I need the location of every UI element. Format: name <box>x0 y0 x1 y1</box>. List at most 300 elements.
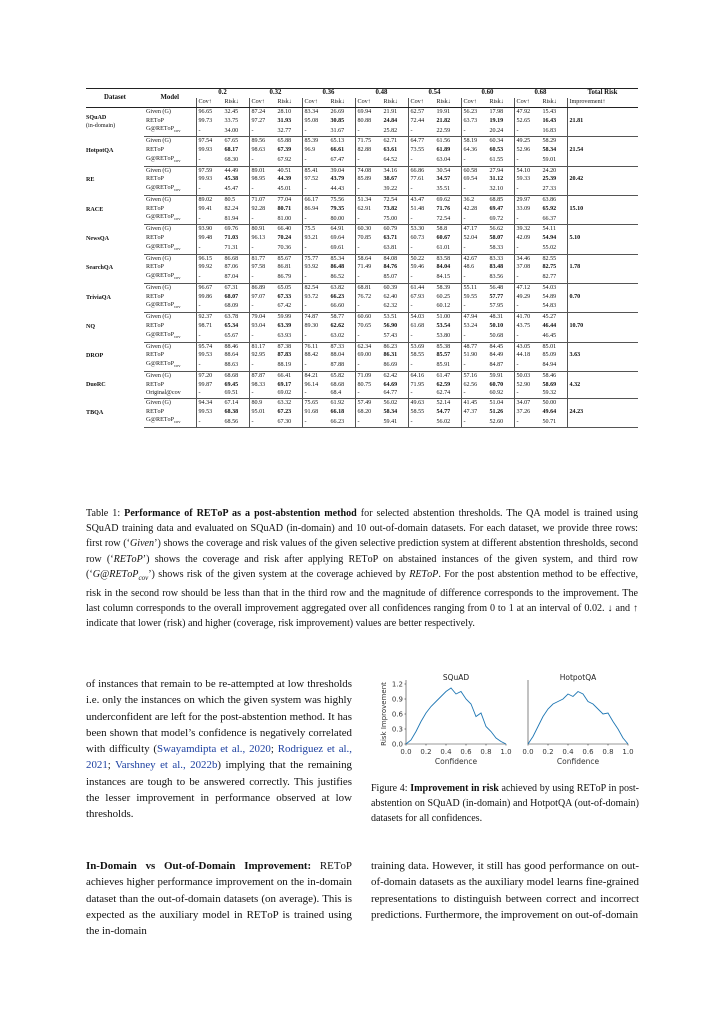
y-tick-label: 0.6 <box>391 710 403 719</box>
table-cell: - <box>196 125 223 136</box>
table-cell: 97.59 <box>196 166 223 175</box>
model-name: G@RETоP$_{cov}$ <box>144 360 196 371</box>
table-cell: 33.09 <box>514 205 541 214</box>
table-cell: 29.97 <box>514 195 541 204</box>
table-cell: 59.55 <box>461 293 488 302</box>
col-header-cov: Cov↑ <box>461 98 488 108</box>
y-tick-label: 0.0 <box>391 740 403 749</box>
caption-retop: RETоP <box>113 553 143 565</box>
table-cell: 49.64 <box>542 408 557 415</box>
table-cell: 84.21 <box>302 371 329 380</box>
table-cell: 76.72 <box>355 293 382 302</box>
table-cell: 85.39 <box>302 137 329 146</box>
table-cell: 64.91 <box>330 226 345 233</box>
y-tick-label: 0.9 <box>391 695 403 704</box>
table-row <box>86 342 638 351</box>
table-cell: 52.04 <box>461 234 488 243</box>
table-cell: 86.23 <box>383 343 398 350</box>
table-cell: 63.81 <box>382 243 409 254</box>
table-cell: 51.00 <box>436 314 451 321</box>
table-row <box>86 184 638 195</box>
table-row <box>86 351 638 360</box>
table-cell: 52.96 <box>514 146 541 155</box>
col-header-total-risk: Total Risk <box>567 89 638 99</box>
dataset-name: HotpotQA <box>86 148 114 155</box>
table-cell: 30.85 <box>330 117 345 124</box>
table-cell: - <box>408 184 435 195</box>
table-cell: 98.33 <box>249 381 276 390</box>
table-cell: - <box>408 389 435 398</box>
table-cell: 55.02 <box>541 243 568 254</box>
table-cell: 82.77 <box>541 272 568 283</box>
table-cell: 76.11 <box>302 342 329 351</box>
table-cell: 96.13 <box>249 234 276 243</box>
table-cell: 43.47 <box>408 195 435 204</box>
table-cell: 69.17 <box>277 381 292 388</box>
table-cell: 32.10 <box>488 184 515 195</box>
citation-swayamdipta[interactable]: Swayamdipta et al., 2020 <box>157 743 271 756</box>
table-cell: 32.45 <box>224 109 239 115</box>
table-cell: 87.88 <box>329 360 356 371</box>
table-cell: 42.09 <box>514 234 541 243</box>
table-cell: 43.75 <box>514 322 541 331</box>
table-cell: 44.43 <box>329 184 356 195</box>
table-cell: 60.53 <box>489 147 504 154</box>
table-cell: 44.39 <box>277 176 292 183</box>
table-cell: 63.93 <box>276 331 303 342</box>
y-tick-label: 1.2 <box>391 680 403 689</box>
table-cell: 22.59 <box>435 125 462 136</box>
model-name: RETоP <box>146 264 164 271</box>
total-risk-cell <box>567 301 638 312</box>
table-cell: 31.93 <box>277 117 292 124</box>
col-header-risk: Risk↓ <box>541 98 568 108</box>
x-tick-label: 0.2 <box>542 748 554 756</box>
table-cell: 54.77 <box>436 408 451 415</box>
table-cell: 99.53 <box>196 351 223 360</box>
model-name: G@RETоP$_{cov}$ <box>144 416 196 427</box>
table-cell: 45.47 <box>223 184 250 195</box>
table-cell: 93.72 <box>302 293 329 302</box>
table-cell: 97.52 <box>302 175 329 184</box>
table-cell: 95.08 <box>302 117 329 126</box>
model-name: G@RETоP$_{cov}$ <box>144 331 196 342</box>
x-axis-label: Confidence <box>556 757 600 766</box>
table-row <box>86 175 638 184</box>
col-header-cov: Cov↑ <box>355 98 382 108</box>
total-risk-cell <box>567 371 638 380</box>
x-tick-label: 0.6 <box>582 748 594 756</box>
table-cell: - <box>514 125 541 136</box>
panel-title: HotpotQA <box>559 673 597 682</box>
series-line <box>406 688 506 744</box>
table-cell: 48.77 <box>461 342 488 351</box>
table-cell: 63.32 <box>277 400 292 407</box>
table-cell: 86.94 <box>302 205 329 214</box>
table-caption <box>86 506 638 632</box>
table-cell: 69.54 <box>461 175 488 184</box>
table-cell: 58.55 <box>408 408 435 417</box>
table-row <box>86 416 638 427</box>
table-cell: - <box>196 416 223 427</box>
table-cell: - <box>302 360 329 371</box>
table-cell: - <box>461 155 488 166</box>
table-cell: 49.25 <box>514 137 541 146</box>
total-risk-cell <box>567 195 638 204</box>
model-name: Given (G) <box>146 255 171 262</box>
model-name: RETоP <box>146 293 164 300</box>
table-cell: 61.89 <box>436 147 451 154</box>
table-cell: 32.77 <box>276 125 303 136</box>
table-cell: 68.20 <box>355 408 382 417</box>
x-tick-label: 0.8 <box>480 748 492 756</box>
table-cell: - <box>302 155 329 166</box>
table-cell: 69.62 <box>436 196 451 203</box>
figure-caption: Figure 4: Improvement in risk achieved by using RETоP in post-abstention on SQuAD (in-domain) and HotpotQA (out-of-domain) datasets for all confidences. <box>371 783 640 824</box>
table-cell: 70.36 <box>276 243 303 254</box>
table-row <box>86 137 638 146</box>
table-cell: 75.65 <box>302 399 329 408</box>
table-cell: 44.49 <box>224 167 239 174</box>
table-cell: 80.71 <box>277 205 292 212</box>
table-cell: 64.77 <box>408 137 435 146</box>
col-header-threshold: 0.60 <box>461 89 514 99</box>
total-risk-cell: 21.54 <box>567 146 638 155</box>
table-cell: 98.71 <box>196 322 223 331</box>
table-cell: 59.01 <box>541 155 568 166</box>
table-cell: 69.00 <box>355 351 382 360</box>
table-cell: - <box>196 184 223 195</box>
model-name: RETоP <box>146 176 164 183</box>
table-cell: - <box>408 243 435 254</box>
table-cell: 69.76 <box>224 226 239 233</box>
table-cell: 86.52 <box>329 272 356 283</box>
table-cell: 97.07 <box>249 293 276 302</box>
body-paragraph-left-1: of instances that remain to be re-attempted at low thresholds i.e. only the instances on which the given system was highly underconfident are left for the post-abstention method. It has been shown that model’s confidence is negatively correlated with difficulty (Swayamdipta et al., 2020; Rodriguez et al., 2021; Varshney et al., 2022b) implying that the remaining instances are tough to be answered correctly. This justifies the lesser improvement in performance observed at low thresholds. <box>86 678 352 821</box>
table-cell: 60.70 <box>489 381 504 388</box>
table-cell: - <box>461 184 488 195</box>
table-cell: - <box>461 360 488 371</box>
table-cell: 63.78 <box>224 314 239 321</box>
table-cell: - <box>249 213 276 224</box>
table-cell: 92.28 <box>249 205 276 214</box>
table-cell: 54.89 <box>542 293 557 300</box>
total-risk-cell <box>567 225 638 234</box>
model-name: RETоP <box>146 235 164 242</box>
table-row <box>86 146 638 155</box>
table-cell: 71.49 <box>355 263 382 272</box>
table-cell: - <box>514 213 541 224</box>
table-cell: 84.87 <box>488 360 515 371</box>
table-cell: 67.42 <box>276 301 303 312</box>
model-name: Given (G) <box>146 343 171 350</box>
table-cell: 81.94 <box>223 213 250 224</box>
table-cell: 87.38 <box>277 343 292 350</box>
total-risk-cell: 21.81 <box>567 117 638 126</box>
table-cell: 85.01 <box>542 343 557 350</box>
table-row <box>86 399 638 408</box>
results-table <box>86 88 638 428</box>
table-cell: 62.91 <box>355 205 382 214</box>
table-cell: 81.17 <box>249 342 276 351</box>
table-cell: 74.87 <box>302 313 329 322</box>
table-cell: 84.76 <box>383 264 398 271</box>
table-cell: - <box>514 155 541 166</box>
table-cell: 43.79 <box>330 176 345 183</box>
table-cell: 68.81 <box>355 283 382 292</box>
table-cell: - <box>514 389 541 398</box>
table-cell: 79.04 <box>249 313 276 322</box>
table-cell: 64.16 <box>408 371 435 380</box>
table-cell: 61.01 <box>435 243 462 254</box>
table-cell: 81.77 <box>249 254 276 263</box>
citation-rodriguez[interactable]: Rodriguez et al., 2021 <box>86 743 352 772</box>
table-cell: 37.08 <box>514 263 541 272</box>
table-cell: - <box>514 360 541 371</box>
table-cell: 15.43 <box>542 109 557 115</box>
table-cell: 50.10 <box>489 323 504 329</box>
table-cell: - <box>408 301 435 312</box>
table-cell: 60.73 <box>408 234 435 243</box>
table-cell: 65.67 <box>223 331 250 342</box>
table-cell: - <box>196 360 223 371</box>
table-cell: 84.15 <box>435 272 462 283</box>
model-name: Given (G) <box>146 226 171 233</box>
table-cell: 86.69 <box>382 360 409 371</box>
table-cell: 53.51 <box>383 314 398 321</box>
total-risk-cell <box>567 184 638 195</box>
table-row <box>86 195 638 204</box>
total-risk-cell <box>567 389 638 398</box>
table-cell: 53.80 <box>435 331 462 342</box>
table-cell: 65.34 <box>224 323 239 329</box>
table-cell: 50.22 <box>408 254 435 263</box>
table-cell: 68.85 <box>489 196 504 203</box>
table-cell: 99.86 <box>196 293 223 302</box>
model-name: Given (G) <box>146 314 171 321</box>
table-cell: - <box>514 184 541 195</box>
table-cell: 59.32 <box>541 389 568 398</box>
model-name: RETоP <box>146 117 164 124</box>
table-cell: 48.31 <box>489 314 504 321</box>
total-risk-cell <box>567 331 638 342</box>
table-cell: 69.02 <box>276 389 303 398</box>
x-tick-label: 0.2 <box>420 748 432 756</box>
dataset-name: RACE <box>86 206 104 213</box>
caption-label: Table 1: <box>86 508 121 519</box>
col-header-threshold: 0.32 <box>249 89 302 99</box>
table-cell: - <box>355 389 382 398</box>
table-cell: - <box>408 272 435 283</box>
table-cell: 33.75 <box>224 117 239 124</box>
total-risk-cell <box>567 254 638 263</box>
table-cell: 80.91 <box>249 225 276 234</box>
table-cell: 69.61 <box>329 243 356 254</box>
table-cell: - <box>196 331 223 342</box>
dataset-group <box>86 108 638 137</box>
col-header-cov: Cov↑ <box>196 98 223 108</box>
dataset-name: SearchQA <box>86 265 113 272</box>
col-header-risk: Risk↓ <box>488 98 515 108</box>
table-cell: 60.60 <box>355 313 382 322</box>
total-risk-cell <box>567 360 638 371</box>
table-cell: 42.67 <box>461 254 488 263</box>
table-cell: 45.27 <box>542 314 557 321</box>
table-cell: 54.10 <box>514 166 541 175</box>
table-cell: 60.79 <box>383 226 398 233</box>
table-cell: 58.39 <box>436 284 451 291</box>
col-header-threshold: 0.54 <box>408 89 461 99</box>
table-cell: - <box>408 155 435 166</box>
x-tick-label: 0.0 <box>522 748 534 756</box>
table-row <box>86 155 638 166</box>
model-name: RETоP <box>146 408 164 415</box>
total-risk-cell <box>567 313 638 322</box>
table-cell: 59.99 <box>277 314 292 321</box>
table-cell: 47.94 <box>461 313 488 322</box>
table-cell: - <box>514 331 541 342</box>
y-tick-label: 0.3 <box>391 725 403 734</box>
table-cell: - <box>249 272 276 283</box>
table-cell: 45.38 <box>224 176 239 183</box>
table-cell: 17.98 <box>489 109 504 115</box>
dataset-name: NQ <box>86 324 96 331</box>
table-cell: 44.18 <box>514 351 541 360</box>
section-heading-in-domain: In-Domain vs Out-of-Domain Improvement: <box>86 860 312 872</box>
table-cell: 57.77 <box>489 293 504 300</box>
table-cell: 97.54 <box>196 137 223 146</box>
table-row <box>86 331 638 342</box>
table-cell: 82.54 <box>302 283 329 292</box>
table-cell: 60.67 <box>436 235 451 242</box>
table-cell: 84.04 <box>436 264 451 271</box>
model-name: RETоP <box>146 352 164 359</box>
table-row <box>86 125 638 136</box>
table-cell: 71.09 <box>355 371 382 380</box>
table-cell: 47.37 <box>461 408 488 417</box>
total-risk-cell <box>567 166 638 175</box>
table-cell: 72.44 <box>408 117 435 126</box>
table-cell: 65.82 <box>330 372 345 379</box>
table-cell: - <box>196 243 223 254</box>
table-cell: 36.2 <box>461 195 488 204</box>
dataset-group <box>86 166 638 195</box>
model-name: Given (G) <box>146 167 171 174</box>
table-row <box>86 313 638 322</box>
table-cell: 80.88 <box>355 117 382 126</box>
dataset-group <box>86 195 638 224</box>
table-cell: 39.04 <box>330 167 345 174</box>
total-risk-cell <box>567 108 638 117</box>
table-cell: 88.64 <box>224 352 239 359</box>
table-cell: 95.74 <box>196 342 223 351</box>
table-cell: 51.26 <box>489 408 504 415</box>
table-cell: 67.65 <box>224 138 239 145</box>
table-cell: 99.93 <box>196 175 223 184</box>
table-cell: 85.89 <box>355 175 382 184</box>
table-cell: 91.68 <box>302 408 329 417</box>
table-cell: 73.82 <box>383 205 398 212</box>
table-cell: 85.07 <box>382 272 409 283</box>
table-cell: - <box>408 416 435 427</box>
table-cell: 71.95 <box>408 381 435 390</box>
col-header-cov: Cov↑ <box>408 98 435 108</box>
table-cell: 58.34 <box>542 147 557 154</box>
citation-varshney[interactable]: Varshney et al., 2022b <box>115 759 218 772</box>
table-cell: 46.44 <box>542 323 557 329</box>
table-cell: 25.39 <box>542 176 557 183</box>
x-tick-label: 1.0 <box>500 748 512 756</box>
table-cell: 58.07 <box>489 235 504 242</box>
table-cell: 75.00 <box>382 213 409 224</box>
table-cell: - <box>249 243 276 254</box>
table-cell: - <box>302 331 329 342</box>
table-cell: 67.39 <box>277 147 292 154</box>
caption-text-1: for selected abstention thresholds. The QA model is trained using SQuAD training data and evaluated on SQuAD (in-domain) and 10 out-of-domain datasets. For each dataset, we provide three rows: first row (‘ <box>86 508 639 550</box>
table-cell: 67.14 <box>224 400 239 407</box>
table-cell: - <box>355 272 382 283</box>
table-cell: 89.30 <box>302 322 329 331</box>
table-cell: 69.45 <box>224 381 239 388</box>
model-name: Given (G) <box>146 372 171 379</box>
table-cell: 80.00 <box>329 213 356 224</box>
table-cell: 72.54 <box>383 196 398 203</box>
table-cell: 75.56 <box>330 196 345 203</box>
model-name: Original@cov <box>144 389 196 398</box>
table-cell: 51.34 <box>355 195 382 204</box>
table-cell: 27.94 <box>489 167 504 174</box>
table-cell: - <box>355 243 382 254</box>
total-risk-cell: 1.78 <box>567 263 638 272</box>
table-cell: 50.68 <box>488 331 515 342</box>
table-cell: 19.91 <box>436 109 451 115</box>
table-cell: 34.57 <box>436 176 451 183</box>
table-cell: 58.34 <box>383 408 398 415</box>
caption-given: Given <box>129 538 155 550</box>
table-cell: 75.5 <box>302 225 329 234</box>
table-cell: 67.47 <box>329 155 356 166</box>
table-cell: 66.17 <box>302 195 329 204</box>
total-risk-cell <box>567 283 638 292</box>
table-cell: - <box>302 389 329 398</box>
col-header-risk: Risk↓ <box>382 98 409 108</box>
table-cell: 96.14 <box>302 381 329 390</box>
col-header-improvement: Improvement↑ <box>567 98 638 108</box>
table-cell: 87.04 <box>223 272 250 283</box>
table-cell: 71.03 <box>224 235 239 242</box>
table-cell: 83.56 <box>488 272 515 283</box>
table-cell: 93.21 <box>302 234 329 243</box>
table-cell: 60.30 <box>355 225 382 234</box>
table-cell: - <box>514 243 541 254</box>
model-name: Given (G) <box>146 400 171 407</box>
table-cell: 34.07 <box>514 399 541 408</box>
col-header-dataset: Dataset <box>86 89 144 108</box>
table-cell: 95.01 <box>249 408 276 417</box>
table-cell: 51.04 <box>489 400 504 407</box>
table-cell: 63.04 <box>435 155 462 166</box>
table-cell: 83.58 <box>436 255 451 262</box>
col-header-cov: Cov↑ <box>302 98 329 108</box>
table-cell: 93.90 <box>196 225 223 234</box>
table-cell: 51.48 <box>408 205 435 214</box>
table-cell: 94.34 <box>196 399 223 408</box>
caption-gat: G@RETоP$_{cov}$ <box>92 568 149 582</box>
model-name: G@RETоP$_{cov}$ <box>144 243 196 254</box>
col-header-risk: Risk↓ <box>276 98 303 108</box>
table-cell: 71.76 <box>436 205 451 212</box>
table-cell: - <box>196 213 223 224</box>
